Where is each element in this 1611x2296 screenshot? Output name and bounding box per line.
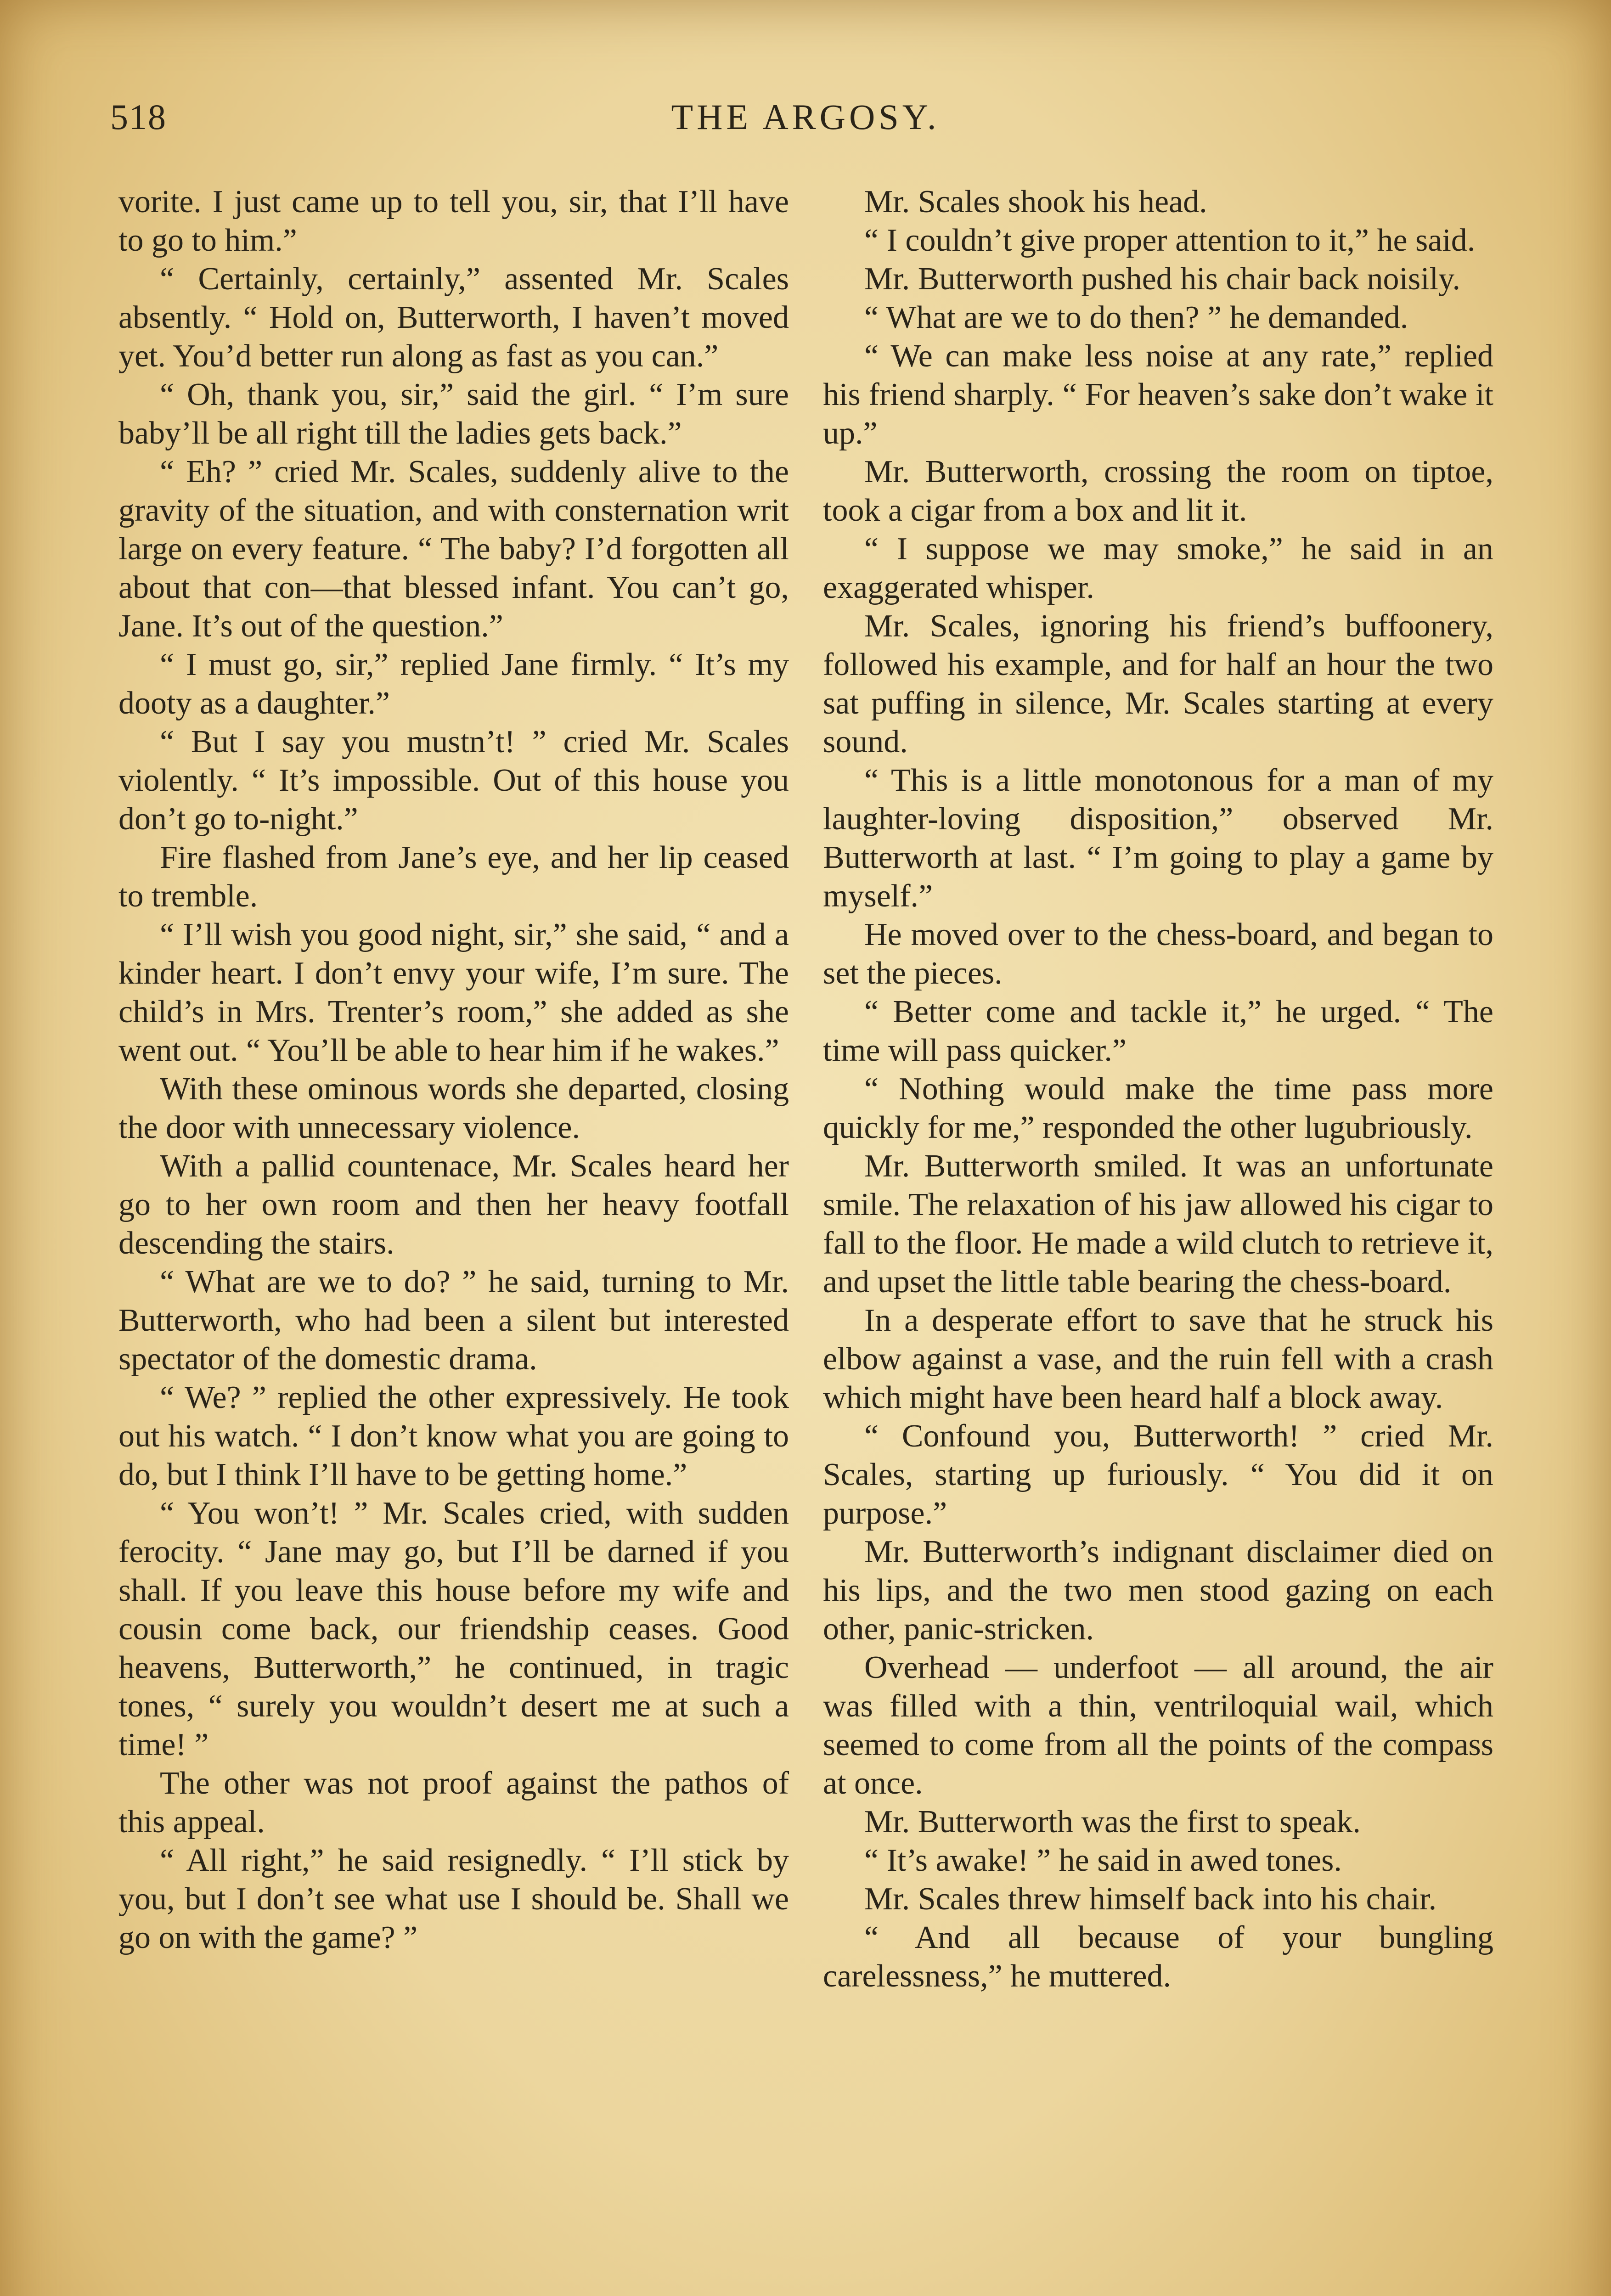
paragraph: “ Oh, thank you, sir,” said the girl. “ I’m sure baby’ll be all right till the ladies gets back.”: [118, 377, 789, 451]
paragraph: vorite. I just came up to tell you, sir, that I’ll have to go to him.”: [118, 184, 789, 258]
right-column: [823, 183, 1493, 1996]
paragraph: “ This is a little monotonous for a man of my laughter-loving disposition,” observed Mr. Butterworth at last. “ I’m going to play a game by myself.”: [823, 763, 1493, 914]
paragraph: Mr. Scales shook his head.: [864, 184, 1207, 219]
paragraph: Mr. Butterworth’s indignant disclaimer died on his lips, and the two men stood gazing on each other, panic-stricken.: [823, 1534, 1493, 1647]
paragraph: “ It’s awake! ” he said in awed tones.: [864, 1843, 1342, 1878]
paragraph: “ I suppose we may smoke,” he said in an exaggerated whisper.: [823, 531, 1493, 605]
paragraph: With a pallid countenace, Mr. Scales heard her go to her own room and then her heavy footfall descending the stairs.: [118, 1148, 789, 1261]
left-column: [118, 183, 789, 1957]
paragraph: Mr. Butterworth smiled. It was an unfortunate smile. The relaxation of his jaw allowed his cigar to fall to the floor. He made a wild clutch to retrieve it, and upset the little table bearing the chess-board.: [823, 1148, 1493, 1300]
paragraph: Mr. Butterworth was the first to speak.: [864, 1804, 1361, 1840]
paragraph: “ I’ll wish you good night, sir,” she said, “ and a kinder heart. I don’t envy your wife, I’m sure. The child’s in Mrs. Trenter’s room,” she added as she went out. “ You’ll be able to hear him if he wakes.”: [118, 917, 789, 1068]
page-header: [110, 96, 1501, 147]
paragraph: “ And all because of your bungling carelessness,” he muttered.: [823, 1920, 1493, 1994]
paragraph: “ But I say you mustn’t! ” cried Mr. Scales violently. “ It’s impossible. Out of this house you don’t go to-night.”: [118, 724, 789, 837]
paragraph: “ Eh? ” cried Mr. Scales, suddenly alive to the gravity of the situation, and with consternation writ large on every feature. “ The baby? I’d forgotten all about that con—that blessed infant. You can’t go, Jane. It’s out of the question.”: [118, 454, 789, 644]
paragraph: In a desperate effort to save that he struck his elbow against a vase, and the ruin fell with a crash which might have been heard half a block away.: [823, 1303, 1493, 1415]
paragraph: “ I must go, sir,” replied Jane firmly. “ It’s my dooty as a daughter.”: [118, 647, 789, 721]
paragraph: Mr. Butterworth pushed his chair back noisily.: [864, 261, 1461, 297]
paragraph: Mr. Scales threw himself back into his chair.: [864, 1881, 1437, 1917]
paragraph: “ Certainly, certainly,” assented Mr. Scales absently. “ Hold on, Butterworth, I haven’t moved yet. You’d better run along as fast as you can.”: [118, 261, 789, 374]
paragraph: “ What are we to do? ” he said, turning to Mr. Butterworth, who had been a silent but interested spectator of the domestic drama.: [118, 1264, 789, 1377]
paragraph: “ You won’t! ” Mr. Scales cried, with sudden ferocity. “ Jane may go, but I’ll be darned if you shall. If you leave this house before my wife and cousin come back, our friendship ceases. Good heavens, Butterworth,” he continued, in tragic tones, “ surely you wouldn’t desert me at such a time! ”: [118, 1496, 789, 1762]
paragraph: “ Nothing would make the time pass more quickly for me,” responded the other lugubriously.: [823, 1071, 1493, 1145]
paragraph: “ What are we to do then? ” he demanded.: [864, 300, 1408, 335]
paragraph: Overhead — underfoot — all around, the air was filled with a thin, ventriloquial wail, which seemed to come from all the points of the compass at once.: [823, 1650, 1493, 1801]
page-number: 518: [110, 97, 167, 137]
paragraph: “ I couldn’t give proper attention to it,” he said.: [864, 223, 1476, 258]
paragraph: “ We? ” replied the other expressively. He took out his watch. “ I don’t know what you are going to do, but I think I’ll have to be getting home.”: [118, 1380, 789, 1492]
paragraph: “ All right,” he said resignedly. “ I’ll stick by you, but I don’t see what use I should be. Shall we go on with the game? ”: [118, 1843, 789, 1955]
paragraph: He moved over to the chess-board, and began to set the pieces.: [823, 917, 1493, 991]
paragraph: The other was not proof against the pathos of this appeal.: [118, 1766, 789, 1840]
paragraph: Mr. Scales, ignoring his friend’s buffoonery, followed his example, and for half an hour the two sat puffing in silence, Mr. Scales starting at every sound.: [823, 608, 1493, 760]
paragraph: “ Confound you, Butterworth! ” cried Mr. Scales, starting up furiously. “ You did it on purpose.”: [823, 1418, 1493, 1531]
paragraph: “ Better come and tackle it,” he urged. “ The time will pass quicker.”: [823, 994, 1493, 1068]
paragraph: Mr. Butterworth, crossing the room on tiptoe, took a cigar from a box and lit it.: [823, 454, 1493, 528]
paragraph: “ We can make less noise at any rate,” replied his friend sharply. “ For heaven’s sake don’t wake it up.”: [823, 338, 1493, 451]
running-title: THE ARGOSY.: [671, 97, 940, 137]
paragraph: Fire flashed from Jane’s eye, and her lip ceased to tremble.: [118, 840, 789, 914]
paragraph: With these ominous words she departed, closing the door with unnecessary violence.: [118, 1071, 789, 1145]
